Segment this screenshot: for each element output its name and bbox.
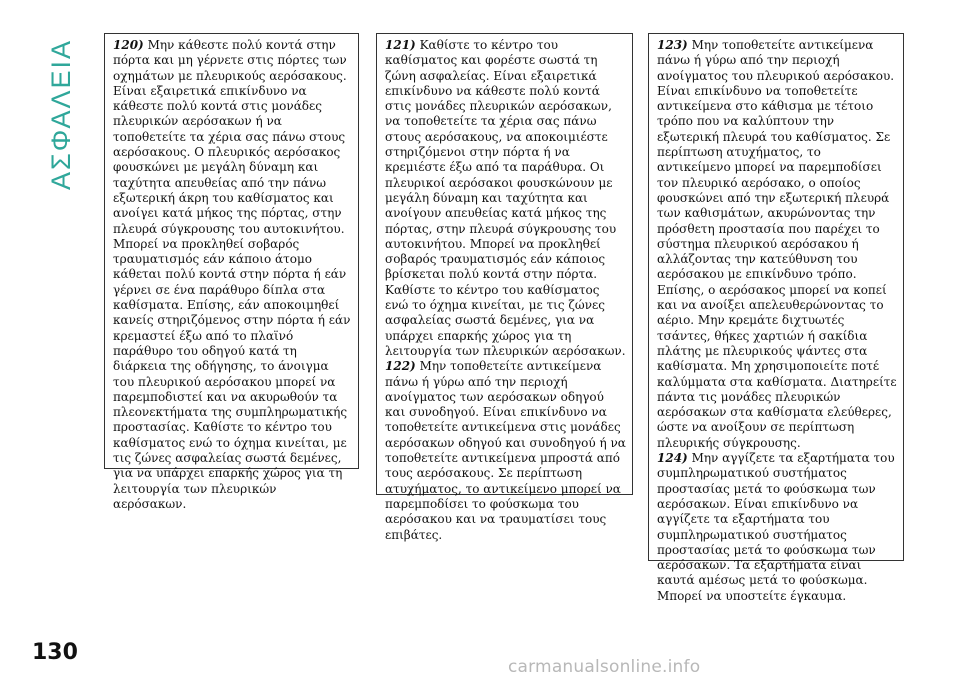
- paragraph-text: Καθίστε το κέντρο του καθίσματος και φορέστε σωστά τη ζώνη ασφαλείας. Είναι εξαιρετικά επικίνδυνο να κάθεστε πολύ κοντά στις μονάδες πλευρικών αερόσακων, να τοποθετείτε τα χέρια σας πάνω στους αερόσακους, να αποκοιμιέστε στηριζόμενοι στην πόρτα ή να κρεμιέστε έξω από τα παράθυρα. Οι πλευρικοί αερόσακοι φουσκώνουν με μεγάλη δύναμη και ταχύτητα και ανοίγουν απευθείας κατά μήκος της πόρτας, στην πλευρά σύγκρουσης του αυτοκινήτου. Μπορεί να προκληθεί σοβαρός τραυματισμός εάν κάποιος βρίσκεται πολύ κοντά στην πόρτα. Καθίστε το κέντρο του καθίσματος ενώ το όχημα κινείται, με τις ζώνες ασφαλείας σωστά δεμένες, για να υπάρχει επαρκής χώρος για τη λειτουργία των πλευρικών αερόσακων.: [385, 38, 626, 358]
- watermark: carmanualsonline.info: [508, 657, 701, 677]
- warning-column-3: [648, 33, 904, 603]
- warning-paragraph-121: [385, 38, 626, 359]
- warning-paragraph-123: [657, 38, 897, 451]
- page-number: 130: [32, 640, 78, 665]
- paragraph-text: Μην τοποθετείτε αντικείμενα πάνω ή γύρω από την περιοχή ανοίγματος των αερόσακων οδηγού και συνοδηγού. Είναι επικίνδυνο να τοποθετείτε αντικείμενα στις μονάδες αερόσακων οδηγού και συνοδηγού ή να τοποθετείτε αντικείμενα μπροστά από τους αερόσακους. Σε περίπτωση ατυχήματος, το αντικείμενο μπορεί να παρεμποδίσει το φούσκωμα του αερόσακου και να τραυματίσει τους επιβάτες.: [385, 359, 626, 542]
- warning-paragraph-122: [385, 359, 626, 543]
- warning-column-1: [104, 33, 359, 511]
- warning-paragraph-120: [113, 38, 352, 512]
- paragraph-number: 124): [657, 451, 688, 466]
- paragraph-number: 121): [385, 38, 416, 52]
- paragraph-number: 120): [113, 38, 144, 52]
- warning-column-2: [376, 33, 633, 542]
- paragraph-number: 122): [385, 359, 416, 374]
- paragraph-text: Μην κάθεστε πολύ κοντά στην πόρτα και μη γέρνετε στις πόρτες των οχημάτων με πλευρικούς αερόσακους. Είναι εξαιρετικά επικίνδυνο να κάθεστε πολύ κοντά στις μονάδες πλευρικών αερόσακων ή να τοποθετείτε τα χέρια σας πάνω στους αερόσακους. Ο πλευρικός αερόσακος φουσκώνει με μεγάλη δύναμη και ταχύτητα απευθείας από την πάνω εξωτερική άκρη του καθίσματος και ανοίγει κατά μήκος της πόρτας, στην πλευρά σύγκρουσης του αυτοκινήτου. Μπορεί να προκληθεί σοβαρός τραυματισμός εάν κάποιο άτομο κάθεται πολύ κοντά στην πόρτα ή εάν γέρνει σε ένα παράθυρο δίπλα στα καθίσματα. Επίσης, εάν αποκοιμηθεί κανείς στηριζόμενος στην πόρτα ή εάν κρεμαστεί έξω από το πλαϊνό παράθυρο του οδηγού κατά τη διάρκεια της οδήγησης, το άνοιγμα του πλευρικού αερόσακου μπορεί να παρεμποδιστεί και να ακυρωθούν τα πλεονεκτήματα της συμπληρωματικής προστασίας. Καθίστε το κέντρο του καθίσματος ενώ το όχημα κινείται, με τις ζώνες ασφαλείας σωστά δεμένες, για να υπάρχει επαρκής χώρος για τη λειτουργία των πλευρικών αερόσακων.: [113, 38, 351, 511]
- section-title: [40, 18, 80, 198]
- paragraph-number: 123): [657, 38, 688, 52]
- paragraph-text: Μην τοποθετείτε αντικείμενα πάνω ή γύρω από την περιοχή ανοίγματος του πλευρικού αερόσακου. Είναι επικίνδυνο να τοποθετείτε αντικείμενα στο κάθισμα με τέτοιο τρόπο που να καλύπτουν την εξωτερική πλευρά του καθίσματος. Σε περίπτωση ατυχήματος, το αντικείμενο μπορεί να παρεμποδίσει τον πλευρικό αερόσακο, ο οποίος φουσκώνει από την εξωτερική πλευρά των καθισμάτων, ακυρώνοντας την πρόσθετη προστασία που παρέχει το σύστημα πλευρικού αερόσακου ή αλλάζοντας την κατεύθυνση του αερόσακου με επικίνδυνο τρόπο. Επίσης, ο αερόσακος μπορεί να κοπεί και να ανοίξει απελευθερώνοντας το αέριο. Μην κρεμάτε διχτυωτές τσάντες, θήκες χαρτιών ή σακίδια πλάτης με πλευρικούς ψάντες στα καθίσματα. Μη χρησιμοποιείτε ποτέ καλύμματα στα καθίσματα. Διατηρείτε πάντα τις μονάδες πλευρικών αερόσακων στα καθίσματα ελεύθερες, ώστε να ανοίξουν σε περίπτωση πλευρικής σύγκρουσης.: [657, 38, 897, 450]
- section-title-svg: [40, 18, 80, 198]
- paragraph-text: Μην αγγίζετε τα εξαρτήματα του συμπληρωματικού συστήματος προστασίας μετά το φούσκωμα των αερόσακων. Είναι επικίνδυνο να αγγίζετε τα εξαρτήματα του συμπληρωματικού συστήματος προστασίας μετά το φούσκωμα των αερόσακων. Τα εξαρτήματα είναι καυτά αμέσως μετά το φούσκωμα. Μπορεί να υποστείτε έγκαυμα.: [657, 451, 895, 603]
- warning-paragraph-124: [657, 451, 897, 604]
- section-title-text: ΑΣΦΑΛΕΙΑ: [46, 38, 76, 190]
